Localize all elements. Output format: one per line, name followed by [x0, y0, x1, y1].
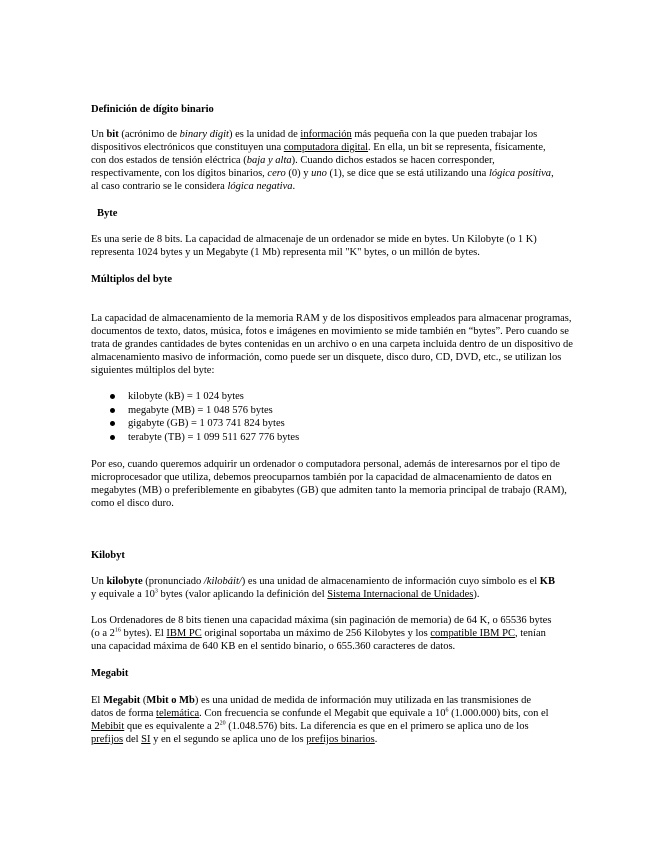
- link-informacion[interactable]: información: [300, 129, 352, 140]
- link-ibm-pc[interactable]: IBM PC: [166, 628, 202, 639]
- list-item: kilobyte (kB) = 1 024 bytes: [91, 390, 299, 404]
- section-title-byte: Byte: [97, 208, 118, 219]
- link-si[interactable]: SI: [141, 734, 151, 745]
- section-title-kilobyt: Kilobyt: [91, 550, 125, 561]
- link-compatible-ibm-pc[interactable]: compatible IBM PC: [430, 628, 515, 639]
- paragraph-megabit: El Megabit (Mbit o Mb) es una unidad de medida de información muy utilizada en las transmisiones de datos de forma telemática. Con frecuencia se confunde el Megabit que equivale a $10^6$ (1.000.000) bits, con el Mebibit que es equivalente a $2^{20}$ (1.048.576) bits. La diferencia es que en el primero se aplica uno de los prefijos del SI y en el segundo se aplica uno de los prefijos binarios.: [91, 695, 549, 745]
- section-title-byte-multiples: Múltiplos del byte: [91, 274, 173, 285]
- paragraph-bit-definition: Un bit (acrónimo de binary digit) es la unidad de información más pequeña con la que pueden trabajar los dispositivos electrónicos que constituyen una computadora digital. En ella, un bit se representa, físicamente, con dos estados de tensión eléctrica (baja y alta). Cuando dichos estados se hacen corresponder, respectivamente, con los dígitos binarios, cero (0) y uno (1), se dice que se está utilizando una lógica positiva, al caso contrario se le considera lógica negativa.: [91, 129, 554, 192]
- link-prefijos[interactable]: prefijos: [91, 734, 124, 745]
- paragraph-kilobyte: Un kilobyte (pronunciado /kilobáit/) es una unidad de almacenamiento de información cuyo símbolo es el KB y equivale a $10^3$ bytes (valor aplicando la definición del Sistema Internacional de Unidades).: [91, 576, 555, 600]
- paragraph-buying-computer: Por eso, cuando queremos adquirir un ordenador o computadora personal, además de interesarnos por el tipo de microprocesador que utiliza, debemos preocuparnos también por la capacidad de almacenamiento de datos en megabytes (MB) o preferiblemente en gibabytes (GB) que admiten tanto la memoria principal de trabajo (RAM), como el disco duro.: [91, 459, 567, 509]
- link-sistema-internacional[interactable]: Sistema Internacional de Unidades: [327, 589, 474, 600]
- section-title-binary-digit: Definición de dígito binario: [91, 104, 214, 115]
- link-prefijos-binarios[interactable]: prefijos binarios: [306, 734, 375, 745]
- list-item: terabyte (TB) = 1 099 511 627 776 bytes: [91, 431, 299, 445]
- link-computadora-digital[interactable]: computadora digital: [283, 142, 369, 153]
- paragraph-byte: Es una serie de 8 bits. La capacidad de almacenaje de un ordenador se mide en bytes. Un Kilobyte (o 1 K) representa 1024 bytes y un Megabyte (1 Mb) representa mil "K" bytes, o un millón de bytes.: [91, 234, 537, 258]
- paragraph-8bit-computers: Los Ordenadores de 8 bits tienen una capacidad máxima (sin paginación de memoria) de 64 K, o 65536 bytes (o a $2^{16}$ bytes). El IBM PC original soportaba un máximo de 256 Kilobytes y los compatible IBM PC, tenían una capacidad máxima de 640 KB en el sentido binario, o 655.360 caracteres de datos.: [91, 615, 552, 652]
- byte-multiples-list: [91, 390, 299, 444]
- link-telematica[interactable]: telemática: [156, 708, 200, 719]
- list-item: gigabyte (GB) = 1 073 741 824 bytes: [91, 417, 299, 431]
- paragraph-storage-capacity: La capacidad de almacenamiento de la memoria RAM y de los dispositivos empleados para almacenar programas, documentos de texto, datos, música, fotos e imágenes en movimiento se mide también en “bytes”. Pero cuando se trata de grandes cantidades de bytes contenidas en un archivo o en una carpeta incluida dentro de un dispositivo de almacenamiento masivo de información, como puede ser un disquete, disco duro, CD, DVD, etc., se utilizan los siguientes múltiplos del byte:: [91, 313, 573, 376]
- list-item: megabyte (MB) = 1 048 576 bytes: [91, 404, 299, 418]
- link-mebibit[interactable]: Mebibit: [91, 721, 125, 732]
- section-title-megabit: Megabit: [91, 668, 129, 679]
